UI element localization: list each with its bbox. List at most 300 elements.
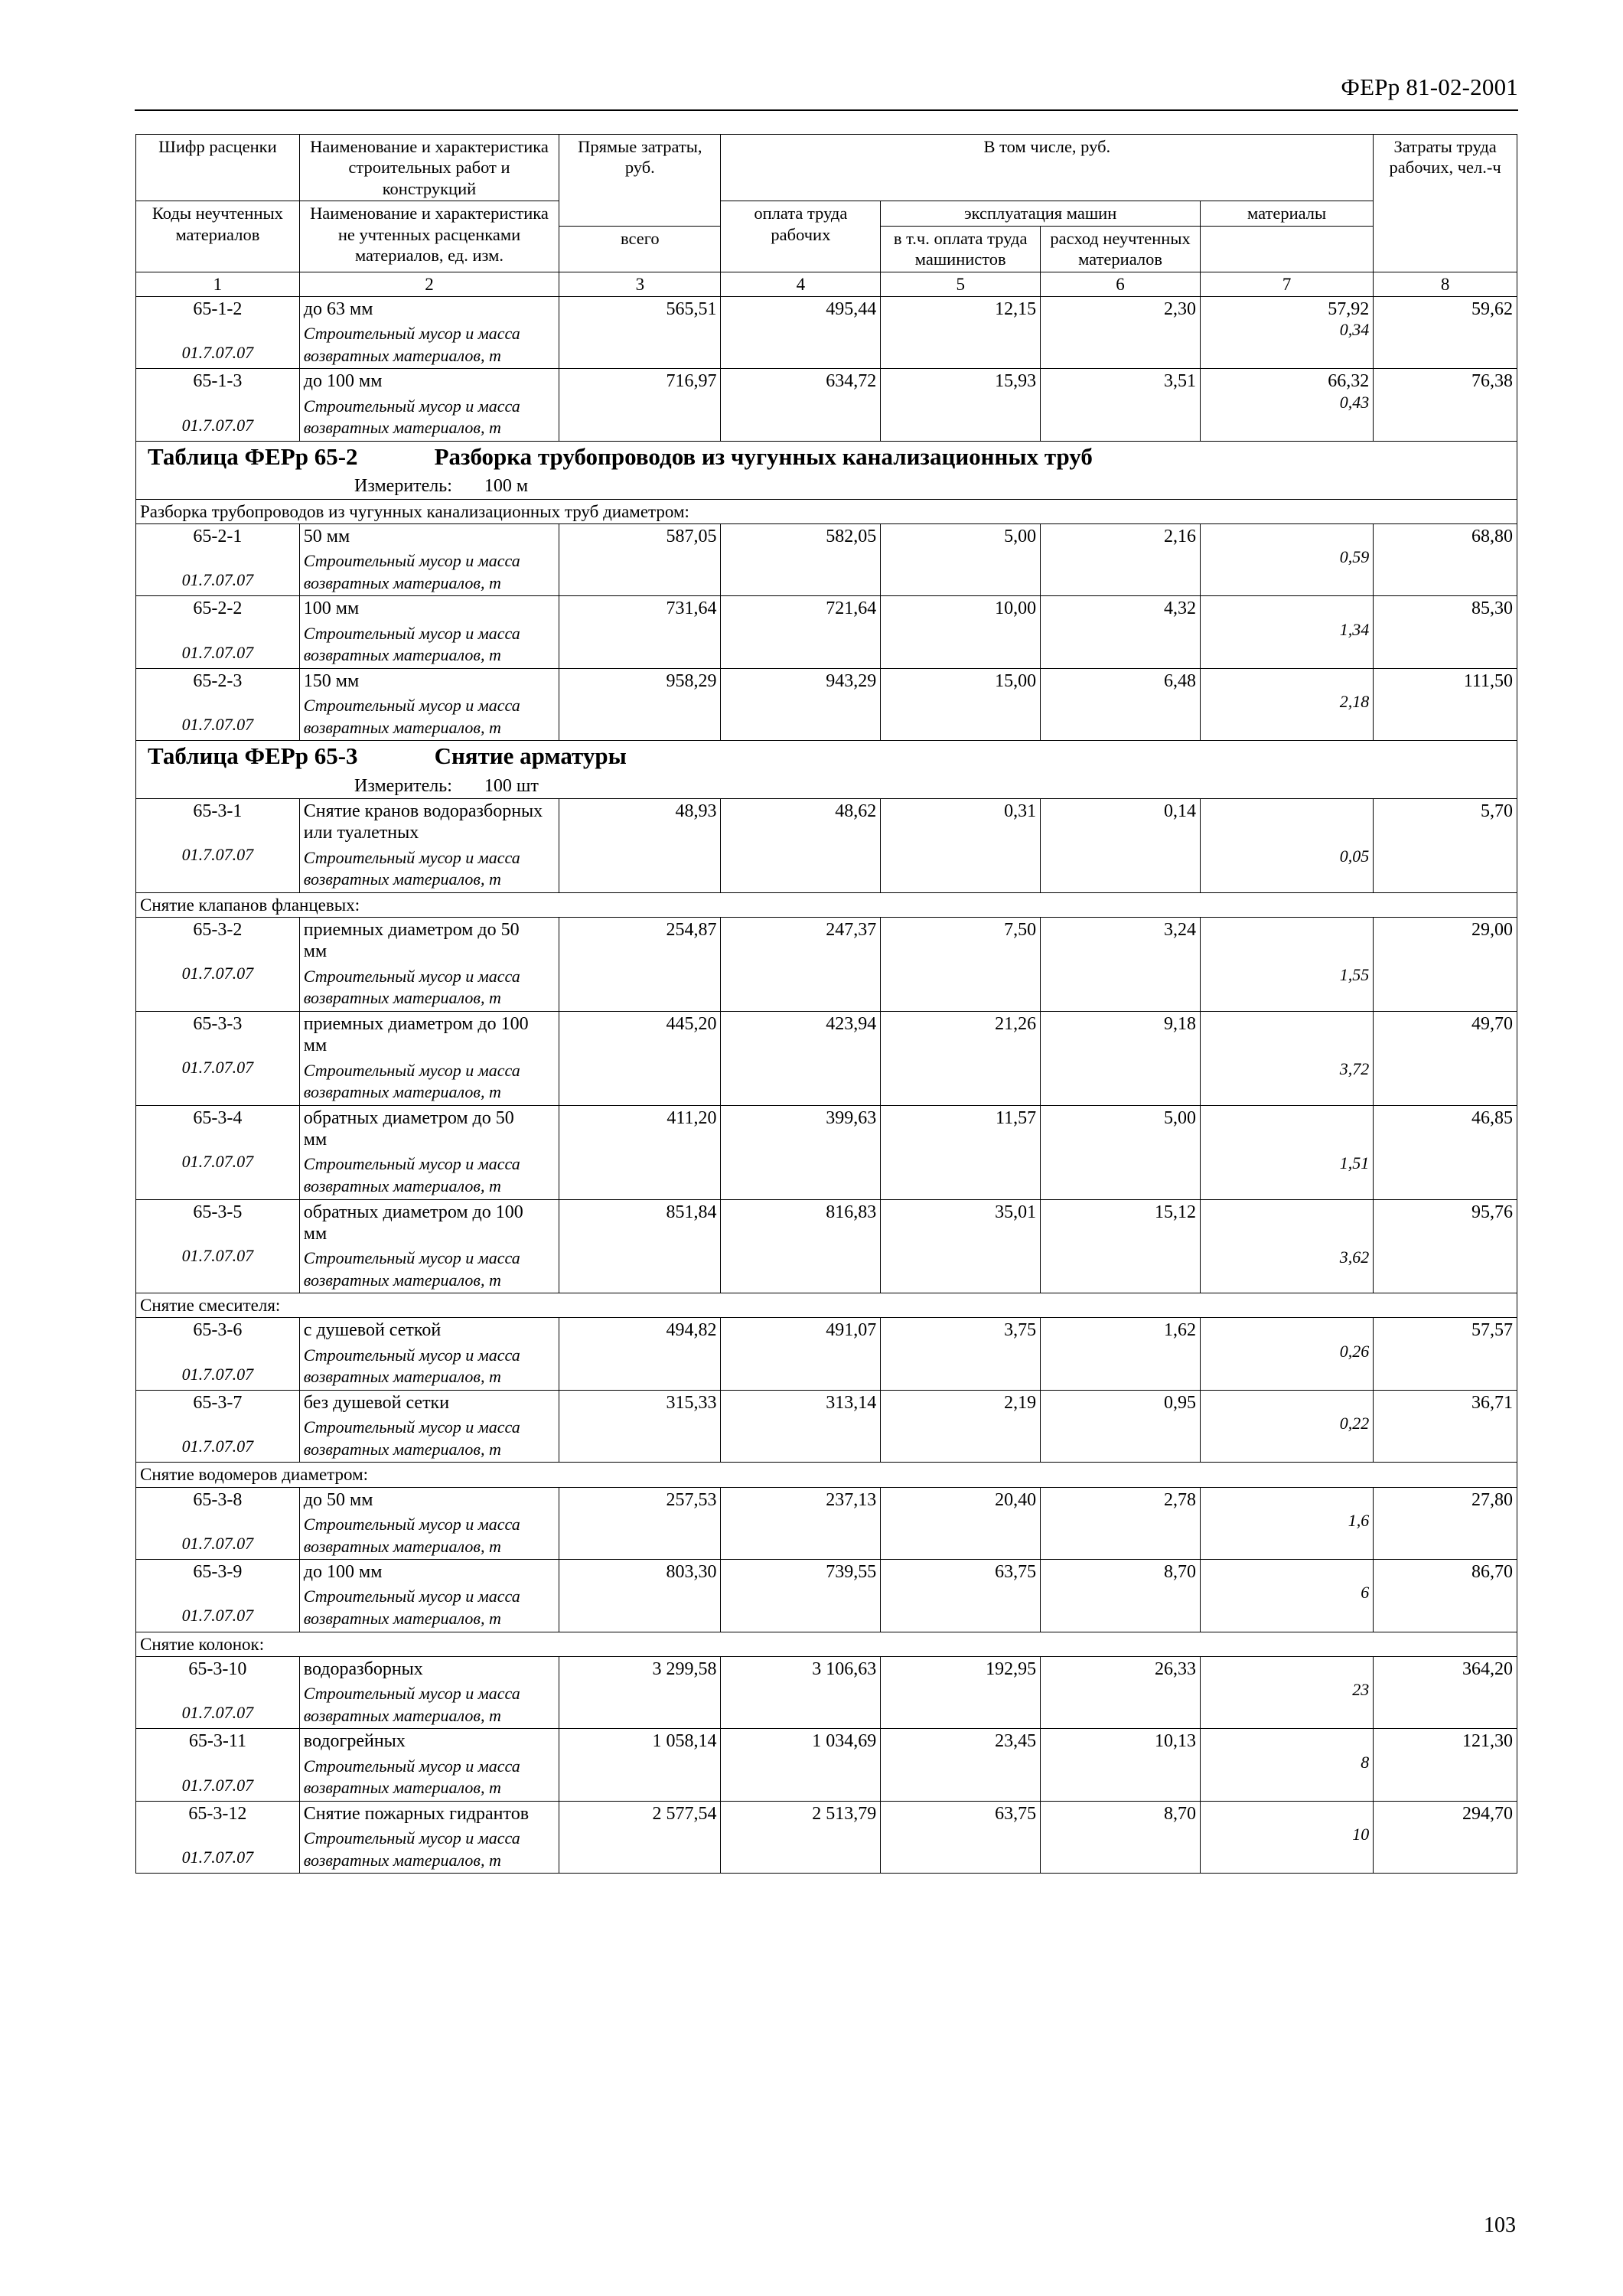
row-name-cell bbox=[299, 1801, 559, 1874]
row-machines-total: 0,31 bbox=[881, 799, 1041, 893]
row-name-line2: или туалетных bbox=[303, 823, 419, 843]
row-materials-cell bbox=[1200, 1390, 1373, 1463]
row-code-cell bbox=[136, 596, 300, 669]
row-code: 65-3-3 bbox=[193, 1013, 243, 1034]
row-materials-cost bbox=[1204, 1803, 1369, 1825]
row-material-name-line2: возвратных материалов, т bbox=[303, 1778, 501, 1798]
row-material-quantity: 0,43 bbox=[1339, 392, 1370, 412]
row-code: 65-2-2 bbox=[193, 598, 243, 619]
row-labor-pay: 721,64 bbox=[721, 596, 881, 669]
row-materials-cell bbox=[1200, 799, 1373, 893]
row-material-code: 01.7.07.07 bbox=[181, 1058, 254, 1078]
row-labor-pay: 582,05 bbox=[721, 523, 881, 596]
row-materials-cost bbox=[1204, 1013, 1369, 1035]
row-machinist-pay: 15,12 bbox=[1041, 1199, 1201, 1293]
row-machinist-pay: 6,48 bbox=[1041, 668, 1201, 741]
row-material-name-line2: возвратных материалов, т bbox=[303, 418, 501, 438]
row-code: 65-3-7 bbox=[193, 1392, 243, 1413]
page-number: 103 bbox=[1484, 2213, 1516, 2237]
row-material-name-line2: возвратных материалов, т bbox=[303, 717, 501, 737]
row-labor-pay: 313,14 bbox=[721, 1390, 881, 1463]
row-name-cell bbox=[299, 1199, 559, 1293]
row-name: Снятие кранов водоразборных bbox=[303, 801, 543, 822]
row-name-cell bbox=[299, 369, 559, 442]
row-labor-hours: 29,00 bbox=[1374, 918, 1517, 1012]
row-labor-pay: 495,44 bbox=[721, 296, 881, 369]
row-material-name-line2: возвратных материалов, т bbox=[303, 1439, 501, 1459]
row-materials-cell bbox=[1200, 1105, 1373, 1199]
row-materials-cost bbox=[1204, 1107, 1369, 1129]
row-labor-pay: 3 106,63 bbox=[721, 1656, 881, 1729]
row-materials-cell bbox=[1200, 668, 1373, 741]
row-machinist-pay: 4,32 bbox=[1041, 596, 1201, 669]
row-labor-pay: 634,72 bbox=[721, 369, 881, 442]
row-code: 65-3-2 bbox=[193, 920, 243, 941]
row-machinist-pay: 9,18 bbox=[1041, 1011, 1201, 1105]
row-labor-hours: 364,20 bbox=[1374, 1656, 1517, 1729]
row-name-line2: мм bbox=[303, 1035, 328, 1056]
row-material-name-line1: Строительный мусор и масса bbox=[303, 623, 520, 643]
table-row bbox=[136, 799, 1517, 893]
row-name-cell bbox=[299, 296, 559, 369]
table-row bbox=[136, 1729, 1517, 1802]
row-materials-cost bbox=[1204, 919, 1369, 941]
row-code: 65-3-4 bbox=[193, 1107, 243, 1128]
row-machines-total: 63,75 bbox=[881, 1801, 1041, 1874]
row-material-name-line1: Строительный мусор и масса bbox=[303, 1756, 520, 1776]
row-materials-cell bbox=[1200, 918, 1373, 1012]
row-direct-costs: 257,53 bbox=[559, 1487, 721, 1560]
row-name: водоразборных bbox=[303, 1658, 423, 1679]
row-code: 65-3-1 bbox=[193, 801, 243, 822]
row-materials-cost bbox=[1204, 526, 1369, 547]
row-material-code: 01.7.07.07 bbox=[181, 845, 254, 865]
row-labor-pay: 816,83 bbox=[721, 1199, 881, 1293]
header-group-in-which: В том числе, руб. bbox=[721, 135, 1374, 201]
row-code-cell bbox=[136, 1105, 300, 1199]
group-caption-row bbox=[136, 499, 1517, 523]
row-labor-hours: 57,57 bbox=[1374, 1318, 1517, 1391]
row-materials-cost bbox=[1204, 1489, 1369, 1511]
row-material-name-line1: Строительный мусор и масса bbox=[303, 966, 520, 986]
row-labor-hours: 68,80 bbox=[1374, 523, 1517, 596]
row-material-name-line2: возвратных материалов, т bbox=[303, 988, 501, 1008]
row-material-name-line1: Строительный мусор и масса bbox=[303, 1684, 520, 1704]
measure-label: Измеритель: bbox=[354, 476, 452, 497]
row-name-cell bbox=[299, 1656, 559, 1729]
row-name: до 100 мм bbox=[303, 1562, 383, 1583]
row-code-cell bbox=[136, 296, 300, 369]
table-row bbox=[136, 1199, 1517, 1293]
header-col3: Прямые затраты, руб. bbox=[559, 135, 721, 227]
row-labor-hours: 27,80 bbox=[1374, 1487, 1517, 1560]
row-material-name-line2: возвратных материалов, т bbox=[303, 345, 501, 365]
row-direct-costs: 315,33 bbox=[559, 1390, 721, 1463]
row-materials-cost bbox=[1204, 1319, 1369, 1341]
row-direct-costs: 1 058,14 bbox=[559, 1729, 721, 1802]
row-materials-cell bbox=[1200, 296, 1373, 369]
row-material-name-line1: Строительный мусор и масса bbox=[303, 696, 520, 716]
row-code-cell bbox=[136, 1656, 300, 1729]
row-machines-total: 23,45 bbox=[881, 1729, 1041, 1802]
row-labor-hours: 294,70 bbox=[1374, 1801, 1517, 1874]
row-labor-hours: 111,50 bbox=[1374, 668, 1517, 741]
row-direct-costs: 411,20 bbox=[559, 1105, 721, 1199]
row-name-cell bbox=[299, 1729, 559, 1802]
row-code: 65-2-3 bbox=[193, 670, 243, 691]
row-code-cell bbox=[136, 1199, 300, 1293]
row-machines-total: 2,19 bbox=[881, 1390, 1041, 1463]
row-material-name-line2: возвратных материалов, т bbox=[303, 1082, 501, 1102]
row-name-cell bbox=[299, 668, 559, 741]
row-labor-hours: 36,71 bbox=[1374, 1390, 1517, 1463]
row-machinist-pay: 5,00 bbox=[1041, 1105, 1201, 1199]
row-materials-cost bbox=[1204, 1730, 1369, 1752]
row-machines-total: 11,57 bbox=[881, 1105, 1041, 1199]
measure-label: Измеритель: bbox=[354, 775, 452, 796]
row-name: с душевой сеткой bbox=[303, 1320, 442, 1341]
row-material-code: 01.7.07.07 bbox=[181, 1437, 254, 1456]
row-material-name-line1: Строительный мусор и масса bbox=[303, 1154, 520, 1174]
row-machinist-pay: 10,13 bbox=[1041, 1729, 1201, 1802]
row-machinist-pay: 2,30 bbox=[1041, 296, 1201, 369]
row-labor-hours: 95,76 bbox=[1374, 1199, 1517, 1293]
row-material-code: 01.7.07.07 bbox=[181, 1245, 254, 1265]
row-labor-hours: 76,38 bbox=[1374, 369, 1517, 442]
row-code-cell bbox=[136, 799, 300, 893]
table-row bbox=[136, 918, 1517, 1012]
row-machines-total: 15,93 bbox=[881, 369, 1041, 442]
row-machinist-pay: 26,33 bbox=[1041, 1656, 1201, 1729]
row-material-quantity: 6 bbox=[1361, 1583, 1370, 1603]
row-labor-hours: 49,70 bbox=[1374, 1011, 1517, 1105]
row-labor-hours: 59,62 bbox=[1374, 296, 1517, 369]
row-machines-total: 21,26 bbox=[881, 1011, 1041, 1105]
section-title-cell bbox=[136, 741, 1517, 799]
row-material-quantity: 1,6 bbox=[1348, 1510, 1370, 1530]
row-material-code: 01.7.07.07 bbox=[181, 1775, 254, 1795]
table-row bbox=[136, 1801, 1517, 1874]
table-column-numbers-row bbox=[136, 272, 1517, 296]
section-table-label: Таблица ФЕРр 65-3 bbox=[148, 742, 358, 770]
rate-table bbox=[135, 134, 1517, 1874]
row-direct-costs: 565,51 bbox=[559, 296, 721, 369]
measure-value: 100 шт bbox=[484, 775, 539, 796]
row-material-quantity: 3,62 bbox=[1339, 1247, 1370, 1267]
row-machines-total: 15,00 bbox=[881, 668, 1041, 741]
row-labor-pay: 739,55 bbox=[721, 1560, 881, 1632]
row-materials-cell bbox=[1200, 1729, 1373, 1802]
row-labor-pay: 423,94 bbox=[721, 1011, 881, 1105]
table-row bbox=[136, 668, 1517, 741]
group-caption-cell: Снятие клапанов фланцевых: bbox=[136, 892, 1517, 917]
row-material-name-line2: возвратных материалов, т bbox=[303, 869, 501, 889]
row-material-quantity: 10 bbox=[1352, 1825, 1370, 1844]
row-name-cell bbox=[299, 523, 559, 596]
section-table-name: Разборка трубопроводов из чугунных канализационных труб bbox=[434, 442, 1093, 470]
section-title-inner bbox=[140, 742, 1513, 771]
row-name: Снятие пожарных гидрантов bbox=[303, 1803, 530, 1824]
row-direct-costs: 731,64 bbox=[559, 596, 721, 669]
row-name: водогрейных bbox=[303, 1731, 406, 1752]
column-number-6: 6 bbox=[1041, 272, 1201, 296]
row-materials-cell bbox=[1200, 523, 1373, 596]
table-row bbox=[136, 1560, 1517, 1632]
row-code-cell bbox=[136, 1729, 300, 1802]
row-name-cell bbox=[299, 596, 559, 669]
row-machinist-pay: 1,62 bbox=[1041, 1318, 1201, 1391]
row-material-name-line2: возвратных материалов, т bbox=[303, 1176, 501, 1195]
group-caption-cell: Разборка трубопроводов из чугунных канализационных труб диаметром: bbox=[136, 499, 1517, 523]
column-number-3: 3 bbox=[559, 272, 721, 296]
row-material-name-line1: Строительный мусор и масса bbox=[303, 396, 520, 416]
row-code: 65-3-10 bbox=[188, 1658, 247, 1679]
row-materials-cost bbox=[1204, 1202, 1369, 1223]
rate-table-body bbox=[136, 135, 1517, 1874]
row-direct-costs: 48,93 bbox=[559, 799, 721, 893]
row-code-cell bbox=[136, 918, 300, 1012]
row-machines-total: 3,75 bbox=[881, 1318, 1041, 1391]
table-row bbox=[136, 523, 1517, 596]
row-material-name-line2: возвратных материалов, т bbox=[303, 1367, 501, 1387]
group-caption-row bbox=[136, 1632, 1517, 1656]
row-labor-hours: 86,70 bbox=[1374, 1560, 1517, 1632]
row-code: 65-1-2 bbox=[193, 298, 243, 319]
row-machinist-pay: 0,14 bbox=[1041, 799, 1201, 893]
row-material-quantity: 1,34 bbox=[1339, 619, 1370, 639]
row-materials-cell bbox=[1200, 1801, 1373, 1874]
row-materials-cell bbox=[1200, 1318, 1373, 1391]
row-code: 65-2-1 bbox=[193, 526, 243, 546]
row-material-name-line1: Строительный мусор и масса bbox=[303, 1587, 520, 1606]
row-machinist-pay: 8,70 bbox=[1041, 1560, 1201, 1632]
header-col7: расход неучтенных материалов bbox=[1041, 226, 1201, 272]
row-material-name-line2: возвратных материалов, т bbox=[303, 1536, 501, 1556]
row-material-quantity: 23 bbox=[1352, 1680, 1370, 1700]
row-machines-total: 20,40 bbox=[881, 1487, 1041, 1560]
header-col1-top: Шифр расценки bbox=[136, 135, 300, 201]
row-labor-pay: 48,62 bbox=[721, 799, 881, 893]
row-material-code: 01.7.07.07 bbox=[181, 1533, 254, 1553]
row-material-code: 01.7.07.07 bbox=[181, 715, 254, 735]
row-code-cell bbox=[136, 1318, 300, 1391]
section-title-inner bbox=[140, 443, 1513, 471]
row-material-code: 01.7.07.07 bbox=[181, 1848, 254, 1867]
row-labor-hours: 5,70 bbox=[1374, 799, 1517, 893]
table-row bbox=[136, 1011, 1517, 1105]
row-name: обратных диаметром до 50 bbox=[303, 1107, 514, 1128]
row-labor-pay: 491,07 bbox=[721, 1318, 881, 1391]
row-materials-cost bbox=[1204, 1392, 1369, 1414]
row-machines-total: 12,15 bbox=[881, 296, 1041, 369]
row-materials-cell bbox=[1200, 1487, 1373, 1560]
row-material-code: 01.7.07.07 bbox=[181, 1364, 254, 1384]
row-code-cell bbox=[136, 1487, 300, 1560]
row-material-name-line2: возвратных материалов, т bbox=[303, 1270, 501, 1290]
row-material-code: 01.7.07.07 bbox=[181, 1703, 254, 1723]
group-caption-cell: Снятие водомеров диаметром: bbox=[136, 1463, 1517, 1487]
row-machines-total: 192,95 bbox=[881, 1656, 1041, 1729]
row-material-name-line1: Строительный мусор и масса bbox=[303, 324, 520, 344]
row-direct-costs: 254,87 bbox=[559, 918, 721, 1012]
row-labor-pay: 237,13 bbox=[721, 1487, 881, 1560]
row-machinist-pay: 3,24 bbox=[1041, 918, 1201, 1012]
table-row bbox=[136, 296, 1517, 369]
section-title-row bbox=[136, 741, 1517, 799]
header-group-materials: материалы bbox=[1200, 201, 1373, 226]
row-materials-cost bbox=[1204, 1658, 1369, 1680]
row-name-cell bbox=[299, 1105, 559, 1199]
row-name: обратных диаметром до 100 bbox=[303, 1202, 523, 1222]
column-number-1: 1 bbox=[136, 272, 300, 296]
row-direct-costs: 587,05 bbox=[559, 523, 721, 596]
table-header-row-1 bbox=[136, 135, 1517, 201]
group-caption-row bbox=[136, 1463, 1517, 1487]
table-row bbox=[136, 369, 1517, 442]
row-machinist-pay: 8,70 bbox=[1041, 1801, 1201, 1874]
row-name-cell bbox=[299, 1390, 559, 1463]
row-name-cell bbox=[299, 1560, 559, 1632]
row-direct-costs: 958,29 bbox=[559, 668, 721, 741]
row-material-name-line1: Строительный мусор и масса bbox=[303, 1060, 520, 1080]
row-name: до 63 мм bbox=[303, 298, 373, 319]
row-materials-cell bbox=[1200, 369, 1373, 442]
row-code: 65-3-6 bbox=[193, 1320, 243, 1341]
row-name: 50 мм bbox=[303, 526, 350, 546]
row-name: приемных диаметром до 50 bbox=[303, 920, 520, 941]
header-col4: оплата труда рабочих bbox=[721, 201, 881, 272]
row-machines-total: 5,00 bbox=[881, 523, 1041, 596]
row-machines-total: 7,50 bbox=[881, 918, 1041, 1012]
row-material-name-line2: возвратных материалов, т bbox=[303, 1850, 501, 1870]
row-material-quantity: 0,26 bbox=[1339, 1341, 1370, 1361]
row-materials-cost bbox=[1204, 1561, 1369, 1583]
header-col5: всего bbox=[559, 226, 721, 272]
row-code: 65-1-3 bbox=[193, 371, 243, 392]
row-machinist-pay: 0,95 bbox=[1041, 1390, 1201, 1463]
row-name: 150 мм bbox=[303, 670, 360, 691]
row-name-cell bbox=[299, 1011, 559, 1105]
row-name-cell bbox=[299, 799, 559, 893]
row-material-name-line1: Строительный мусор и масса bbox=[303, 1417, 520, 1437]
row-materials-cost bbox=[1204, 801, 1369, 822]
measure-value: 100 м bbox=[484, 476, 529, 497]
row-materials-cost bbox=[1204, 670, 1369, 692]
row-labor-hours: 85,30 bbox=[1374, 596, 1517, 669]
group-caption-cell: Снятие смесителя: bbox=[136, 1293, 1517, 1318]
column-number-2: 2 bbox=[299, 272, 559, 296]
row-name-cell bbox=[299, 1487, 559, 1560]
rate-table-container bbox=[135, 134, 1517, 1874]
column-number-4: 4 bbox=[721, 272, 881, 296]
row-machines-total: 10,00 bbox=[881, 596, 1041, 669]
row-machinist-pay: 2,16 bbox=[1041, 523, 1201, 596]
header-col8: Затраты труда рабочих, чел.-ч bbox=[1374, 135, 1517, 272]
row-labor-pay: 1 034,69 bbox=[721, 1729, 881, 1802]
row-materials-cell bbox=[1200, 1199, 1373, 1293]
row-labor-hours: 121,30 bbox=[1374, 1729, 1517, 1802]
row-material-name-line1: Строительный мусор и масса bbox=[303, 1345, 520, 1365]
row-material-quantity: 1,51 bbox=[1339, 1153, 1370, 1173]
row-materials-cell bbox=[1200, 1560, 1373, 1632]
row-name-line2: мм bbox=[303, 941, 328, 962]
section-measure bbox=[140, 471, 1513, 497]
row-machines-total: 35,01 bbox=[881, 1199, 1041, 1293]
row-material-quantity: 0,59 bbox=[1339, 547, 1370, 567]
section-measure bbox=[140, 771, 1513, 797]
column-number-7: 7 bbox=[1200, 272, 1373, 296]
row-material-name-line2: возвратных материалов, т bbox=[303, 645, 501, 665]
row-name: до 50 мм bbox=[303, 1489, 373, 1510]
row-material-name-line1: Строительный мусор и масса bbox=[303, 551, 520, 571]
row-material-name-line2: возвратных материалов, т bbox=[303, 1609, 501, 1628]
header-col1-bottom: Коды неучтенных материалов bbox=[136, 201, 300, 272]
row-material-quantity: 0,22 bbox=[1339, 1414, 1370, 1433]
row-name: 100 мм bbox=[303, 598, 360, 619]
row-material-name-line2: возвратных материалов, т bbox=[303, 1705, 501, 1725]
row-labor-hours: 46,85 bbox=[1374, 1105, 1517, 1199]
table-header-row-2 bbox=[136, 201, 1517, 226]
section-table-name: Снятие арматуры bbox=[434, 742, 627, 770]
row-code: 65-3-8 bbox=[193, 1489, 243, 1510]
row-material-quantity: 2,18 bbox=[1339, 692, 1370, 712]
row-material-code: 01.7.07.07 bbox=[181, 415, 254, 435]
row-code-cell bbox=[136, 1801, 300, 1874]
row-code-cell bbox=[136, 1560, 300, 1632]
header-group-machines: эксплуатация машин bbox=[881, 201, 1201, 226]
row-code-cell bbox=[136, 369, 300, 442]
document-header-code: ФЕРр 81-02-2001 bbox=[1341, 73, 1518, 100]
row-labor-pay: 399,63 bbox=[721, 1105, 881, 1199]
row-material-quantity: 0,05 bbox=[1339, 846, 1370, 866]
row-material-code: 01.7.07.07 bbox=[181, 1152, 254, 1172]
row-name: приемных диаметром до 100 bbox=[303, 1013, 529, 1034]
column-number-5: 5 bbox=[881, 272, 1041, 296]
row-materials-cost bbox=[1204, 598, 1369, 619]
row-direct-costs: 803,30 bbox=[559, 1560, 721, 1632]
row-material-code: 01.7.07.07 bbox=[181, 964, 254, 983]
header-col2-top: Наименование и характеристика строительных работ и конструкций bbox=[299, 135, 559, 201]
section-table-label: Таблица ФЕРр 65-2 bbox=[148, 442, 358, 470]
row-code-cell bbox=[136, 1011, 300, 1105]
row-material-name-line1: Строительный мусор и масса bbox=[303, 1514, 520, 1534]
table-row bbox=[136, 1105, 1517, 1199]
row-code-cell bbox=[136, 1390, 300, 1463]
row-code-cell bbox=[136, 668, 300, 741]
group-caption-cell: Снятие колонок: bbox=[136, 1632, 1517, 1656]
row-material-name-line1: Строительный мусор и масса bbox=[303, 847, 520, 867]
row-labor-pay: 247,37 bbox=[721, 918, 881, 1012]
group-caption-row bbox=[136, 892, 1517, 917]
row-code: 65-3-11 bbox=[188, 1731, 246, 1752]
row-material-code: 01.7.07.07 bbox=[181, 343, 254, 363]
row-machines-total: 63,75 bbox=[881, 1560, 1041, 1632]
row-code-cell bbox=[136, 523, 300, 596]
row-code: 65-3-9 bbox=[193, 1562, 243, 1583]
row-direct-costs: 445,20 bbox=[559, 1011, 721, 1105]
row-material-name-line1: Строительный мусор и масса bbox=[303, 1828, 520, 1848]
table-row bbox=[136, 1318, 1517, 1391]
row-material-quantity: 8 bbox=[1361, 1752, 1370, 1772]
row-material-quantity: 1,55 bbox=[1339, 965, 1370, 985]
column-number-8: 8 bbox=[1374, 272, 1517, 296]
row-material-code: 01.7.07.07 bbox=[181, 1606, 254, 1626]
row-direct-costs: 2 577,54 bbox=[559, 1801, 721, 1874]
row-material-name-line2: возвратных материалов, т bbox=[303, 572, 501, 592]
row-name-line2: мм bbox=[303, 1130, 328, 1150]
row-code: 65-3-12 bbox=[188, 1803, 247, 1824]
table-row bbox=[136, 1487, 1517, 1560]
